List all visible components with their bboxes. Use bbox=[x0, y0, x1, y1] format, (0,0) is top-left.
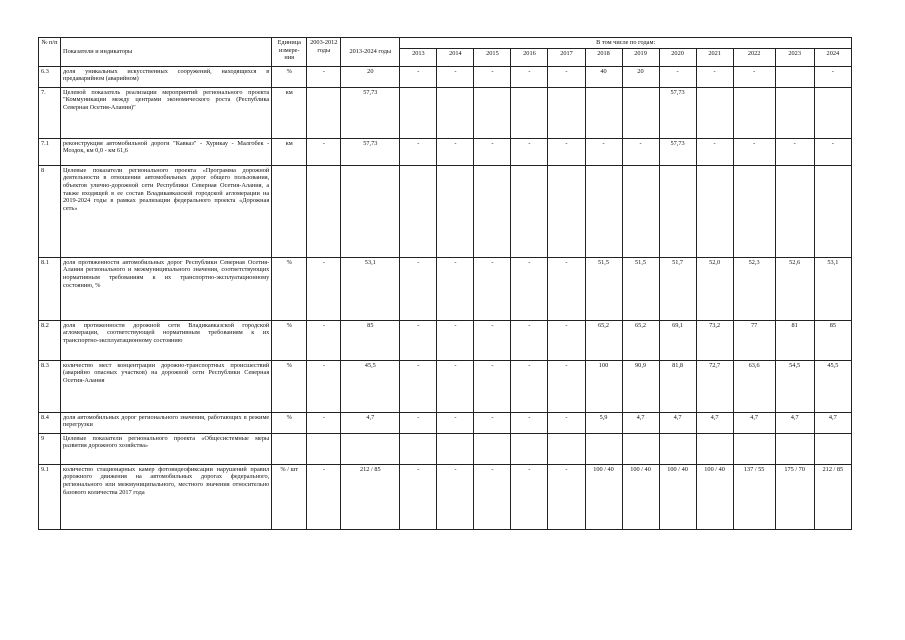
row-period-2003-2012 bbox=[307, 165, 341, 257]
row-year-value: - bbox=[511, 412, 548, 433]
row-year-value: - bbox=[733, 138, 775, 165]
row-year-value: 63,6 bbox=[733, 360, 775, 412]
row-year-value bbox=[548, 433, 585, 464]
row-unit: км bbox=[272, 138, 307, 165]
row-year-value: 51,5 bbox=[585, 257, 622, 320]
row-year-value: - bbox=[511, 257, 548, 320]
row-unit: % bbox=[272, 320, 307, 360]
row-period-2003-2012: - bbox=[307, 464, 341, 529]
header-year: 2018 bbox=[585, 48, 622, 66]
row-period-2003-2012: - bbox=[307, 412, 341, 433]
header-years-group: В том числе по годам: bbox=[400, 38, 852, 49]
row-year-value bbox=[511, 433, 548, 464]
row-year-value: 45,5 bbox=[814, 360, 851, 412]
row-year-value: - bbox=[733, 66, 775, 87]
row-unit bbox=[272, 165, 307, 257]
row-year-value: - bbox=[548, 138, 585, 165]
row-year-value bbox=[696, 433, 733, 464]
row-year-value bbox=[400, 87, 437, 138]
row-year-value bbox=[511, 165, 548, 257]
row-unit: % bbox=[272, 257, 307, 320]
row-year-value: - bbox=[474, 320, 511, 360]
row-year-value: 4,7 bbox=[622, 412, 659, 433]
row-year-value: 100 bbox=[585, 360, 622, 412]
row-unit: % bbox=[272, 412, 307, 433]
row-year-value: - bbox=[474, 257, 511, 320]
row-year-value: - bbox=[696, 66, 733, 87]
row-number: 8.3 bbox=[39, 360, 61, 412]
row-year-value bbox=[775, 87, 814, 138]
row-number: 7. bbox=[39, 87, 61, 138]
row-year-value: - bbox=[474, 464, 511, 529]
row-period-2013-2024: 57,73 bbox=[341, 138, 400, 165]
row-indicator: Целевые показатели регионального проекта «Общесистемные меры развития дорожного хозяйства» bbox=[61, 433, 272, 464]
row-year-value: - bbox=[400, 360, 437, 412]
table-row bbox=[39, 464, 852, 529]
row-year-value bbox=[585, 433, 622, 464]
row-year-value bbox=[696, 165, 733, 257]
row-year-value: - bbox=[511, 138, 548, 165]
row-year-value: 57,73 bbox=[659, 87, 696, 138]
table-row bbox=[39, 320, 852, 360]
row-year-value: - bbox=[511, 464, 548, 529]
row-number: 9.1 bbox=[39, 464, 61, 529]
row-year-value: 20 bbox=[622, 66, 659, 87]
row-number: 9 bbox=[39, 433, 61, 464]
table-row bbox=[39, 138, 852, 165]
row-year-value: - bbox=[622, 138, 659, 165]
row-year-value bbox=[733, 87, 775, 138]
row-year-value: 40 bbox=[585, 66, 622, 87]
table-row bbox=[39, 360, 852, 412]
row-year-value: - bbox=[437, 138, 474, 165]
row-year-value: - bbox=[400, 412, 437, 433]
row-year-value: - bbox=[400, 464, 437, 529]
row-year-value: - bbox=[548, 412, 585, 433]
row-period-2013-2024: 45,5 bbox=[341, 360, 400, 412]
row-year-value: - bbox=[659, 66, 696, 87]
header-year: 2019 bbox=[622, 48, 659, 66]
header-year: 2014 bbox=[437, 48, 474, 66]
row-year-value bbox=[585, 165, 622, 257]
header-period-2003-2012: 2003-2012 годы bbox=[307, 38, 341, 67]
row-year-value bbox=[696, 87, 733, 138]
row-year-value: - bbox=[548, 257, 585, 320]
row-year-value: - bbox=[548, 66, 585, 87]
row-year-value bbox=[775, 433, 814, 464]
row-period-2013-2024 bbox=[341, 433, 400, 464]
row-number: 8.4 bbox=[39, 412, 61, 433]
row-indicator: количество стационарных камер фотовидеофиксации нарушений правил дорожного движения на автомобильных дорогах федерального, регионального или межмуниципального, местного значения относительно базового количества 2017 года bbox=[61, 464, 272, 529]
row-period-2013-2024: 212 / 85 bbox=[341, 464, 400, 529]
row-year-value: - bbox=[696, 138, 733, 165]
row-indicator: доля уникальных искусственных сооружений, находящихся в предаварийном (аварийном) bbox=[61, 66, 272, 87]
row-year-value: 57,73 bbox=[659, 138, 696, 165]
row-number: 8 bbox=[39, 165, 61, 257]
row-year-value bbox=[437, 165, 474, 257]
row-year-value bbox=[814, 433, 851, 464]
document-page bbox=[38, 37, 852, 530]
row-year-value bbox=[622, 87, 659, 138]
row-year-value: 73,2 bbox=[696, 320, 733, 360]
row-year-value: 81,8 bbox=[659, 360, 696, 412]
row-year-value: - bbox=[437, 320, 474, 360]
row-period-2013-2024: 85 bbox=[341, 320, 400, 360]
header-year: 2023 bbox=[775, 48, 814, 66]
row-year-value: 65,2 bbox=[585, 320, 622, 360]
header-num: № п/п bbox=[39, 38, 61, 67]
header-year: 2020 bbox=[659, 48, 696, 66]
row-unit: км bbox=[272, 87, 307, 138]
row-year-value: 77 bbox=[733, 320, 775, 360]
row-year-value bbox=[733, 165, 775, 257]
row-year-value: 53,1 bbox=[814, 257, 851, 320]
row-unit: % bbox=[272, 360, 307, 412]
header-year: 2016 bbox=[511, 48, 548, 66]
row-year-value: - bbox=[400, 257, 437, 320]
row-unit: % bbox=[272, 66, 307, 87]
row-year-value bbox=[622, 433, 659, 464]
row-year-value: - bbox=[511, 360, 548, 412]
row-year-value: - bbox=[400, 138, 437, 165]
row-year-value: 4,7 bbox=[814, 412, 851, 433]
table-row bbox=[39, 412, 852, 433]
row-year-value bbox=[511, 87, 548, 138]
row-year-value: - bbox=[585, 138, 622, 165]
row-year-value bbox=[733, 433, 775, 464]
row-indicator: Целевые показатели регионального проекта «Программа дорожной деятельности в отношении автомобильных дорог общего пользования, объектов улично-дорожной сети Республики Северная Осетия-Алания, а также входящей в ее состав Владикавказской городской агломерации на 2019-2024 годы в рамках реализации федерального проекта «Дорожная сеть» bbox=[61, 165, 272, 257]
row-year-value: 52,3 bbox=[733, 257, 775, 320]
row-year-value: 212 / 85 bbox=[814, 464, 851, 529]
row-year-value: 69,1 bbox=[659, 320, 696, 360]
row-year-value: 4,7 bbox=[775, 412, 814, 433]
row-year-value: 175 / 70 bbox=[775, 464, 814, 529]
row-number: 8.1 bbox=[39, 257, 61, 320]
row-number: 8.2 bbox=[39, 320, 61, 360]
row-year-value bbox=[814, 87, 851, 138]
row-year-value: - bbox=[437, 464, 474, 529]
row-year-value: - bbox=[511, 66, 548, 87]
row-year-value: 51,5 bbox=[622, 257, 659, 320]
table-row bbox=[39, 87, 852, 138]
table-body bbox=[39, 66, 852, 529]
table-row bbox=[39, 257, 852, 320]
table-row bbox=[39, 66, 852, 87]
row-year-value: - bbox=[814, 66, 851, 87]
row-year-value: - bbox=[548, 320, 585, 360]
row-year-value: 5,9 bbox=[585, 412, 622, 433]
row-year-value: 85 bbox=[814, 320, 851, 360]
row-year-value bbox=[622, 165, 659, 257]
row-year-value: - bbox=[474, 360, 511, 412]
row-year-value: 65,2 bbox=[622, 320, 659, 360]
row-year-value bbox=[474, 433, 511, 464]
table-row bbox=[39, 165, 852, 257]
row-year-value: 100 / 40 bbox=[622, 464, 659, 529]
row-year-value: 4,7 bbox=[733, 412, 775, 433]
row-year-value bbox=[775, 165, 814, 257]
row-year-value: - bbox=[474, 138, 511, 165]
row-period-2013-2024: 53,1 bbox=[341, 257, 400, 320]
header-row bbox=[39, 38, 852, 49]
header-unit: Единица измере-ния bbox=[272, 38, 307, 67]
row-year-value bbox=[474, 165, 511, 257]
row-indicator: доля протяженности дорожной сети Владикавказской городской агломерации, соответствующей нормативным требованиям к их транспортно-эксплуатационному состоянию bbox=[61, 320, 272, 360]
row-period-2003-2012: - bbox=[307, 66, 341, 87]
row-year-value: 100 / 40 bbox=[585, 464, 622, 529]
row-year-value bbox=[437, 87, 474, 138]
row-year-value: 52,0 bbox=[696, 257, 733, 320]
table-row bbox=[39, 433, 852, 464]
row-indicator: доля протяженности автомобильных дорог Республики Северная Осетия-Алания регионального и межмуниципального значения, соответствующих нормативным требованиям к их транспортно-эксплуатационному состоянию, % bbox=[61, 257, 272, 320]
row-year-value: - bbox=[400, 66, 437, 87]
row-year-value bbox=[548, 165, 585, 257]
row-year-value bbox=[659, 165, 696, 257]
row-year-value: - bbox=[548, 360, 585, 412]
row-year-value: 90,9 bbox=[622, 360, 659, 412]
row-year-value bbox=[775, 66, 814, 87]
row-year-value: - bbox=[775, 138, 814, 165]
row-year-value bbox=[400, 433, 437, 464]
row-year-value: - bbox=[437, 257, 474, 320]
row-year-value bbox=[437, 433, 474, 464]
header-indicator: Показатели и индикаторы bbox=[61, 38, 272, 67]
row-year-value: - bbox=[511, 320, 548, 360]
header-year: 2024 bbox=[814, 48, 851, 66]
row-period-2013-2024: 57,73 bbox=[341, 87, 400, 138]
row-period-2013-2024: 20 bbox=[341, 66, 400, 87]
row-year-value: - bbox=[437, 412, 474, 433]
header-year: 2017 bbox=[548, 48, 585, 66]
row-year-value: 52,6 bbox=[775, 257, 814, 320]
row-period-2003-2012: - bbox=[307, 138, 341, 165]
row-year-value bbox=[474, 87, 511, 138]
row-indicator: Целевой показатель реализации мероприятий регионального проекта "Коммуникации между центрами экономического роста (Республика Северная Осетия-Алания)" bbox=[61, 87, 272, 138]
row-period-2003-2012: - bbox=[307, 320, 341, 360]
row-year-value: - bbox=[474, 66, 511, 87]
header-year: 2013 bbox=[400, 48, 437, 66]
row-indicator: количество мест концентрации дорожно-транспортных происшествий (аварийно опасных участков) на дорожной сети Республики Северная Осетия-Алания bbox=[61, 360, 272, 412]
row-number: 6.3 bbox=[39, 66, 61, 87]
row-year-value: 72,7 bbox=[696, 360, 733, 412]
row-year-value: 100 / 40 bbox=[696, 464, 733, 529]
indicators-table bbox=[38, 37, 852, 530]
row-year-value bbox=[548, 87, 585, 138]
row-year-value: - bbox=[437, 360, 474, 412]
row-year-value: 4,7 bbox=[659, 412, 696, 433]
row-period-2013-2024 bbox=[341, 165, 400, 257]
row-year-value: 4,7 bbox=[696, 412, 733, 433]
row-year-value: 137 / 55 bbox=[733, 464, 775, 529]
row-year-value: - bbox=[437, 66, 474, 87]
row-year-value bbox=[400, 165, 437, 257]
row-unit: % / шт bbox=[272, 464, 307, 529]
row-unit bbox=[272, 433, 307, 464]
row-indicator: реконструкция автомобильной дороги "Кавказ" - Хурикау - Малгобек - Моздок, км 0,0 - км 61,6 bbox=[61, 138, 272, 165]
header-period-2013-2024: 2013-2024 годы bbox=[341, 38, 400, 67]
header-year: 2022 bbox=[733, 48, 775, 66]
row-period-2003-2012 bbox=[307, 87, 341, 138]
row-indicator: доля автомобильных дорог регионального значения, работающих в режиме перегрузки bbox=[61, 412, 272, 433]
row-year-value: 100 / 40 bbox=[659, 464, 696, 529]
row-year-value: 54,5 bbox=[775, 360, 814, 412]
header-year: 2015 bbox=[474, 48, 511, 66]
row-year-value: 51,7 bbox=[659, 257, 696, 320]
row-period-2003-2012 bbox=[307, 433, 341, 464]
row-number: 7.1 bbox=[39, 138, 61, 165]
row-year-value: - bbox=[814, 138, 851, 165]
row-period-2003-2012: - bbox=[307, 257, 341, 320]
row-year-value bbox=[585, 87, 622, 138]
header-year: 2021 bbox=[696, 48, 733, 66]
row-year-value: 81 bbox=[775, 320, 814, 360]
row-year-value bbox=[659, 433, 696, 464]
row-period-2013-2024: 4,7 bbox=[341, 412, 400, 433]
row-year-value: - bbox=[548, 464, 585, 529]
row-period-2003-2012: - bbox=[307, 360, 341, 412]
row-year-value: - bbox=[400, 320, 437, 360]
row-year-value: - bbox=[474, 412, 511, 433]
row-year-value bbox=[814, 165, 851, 257]
